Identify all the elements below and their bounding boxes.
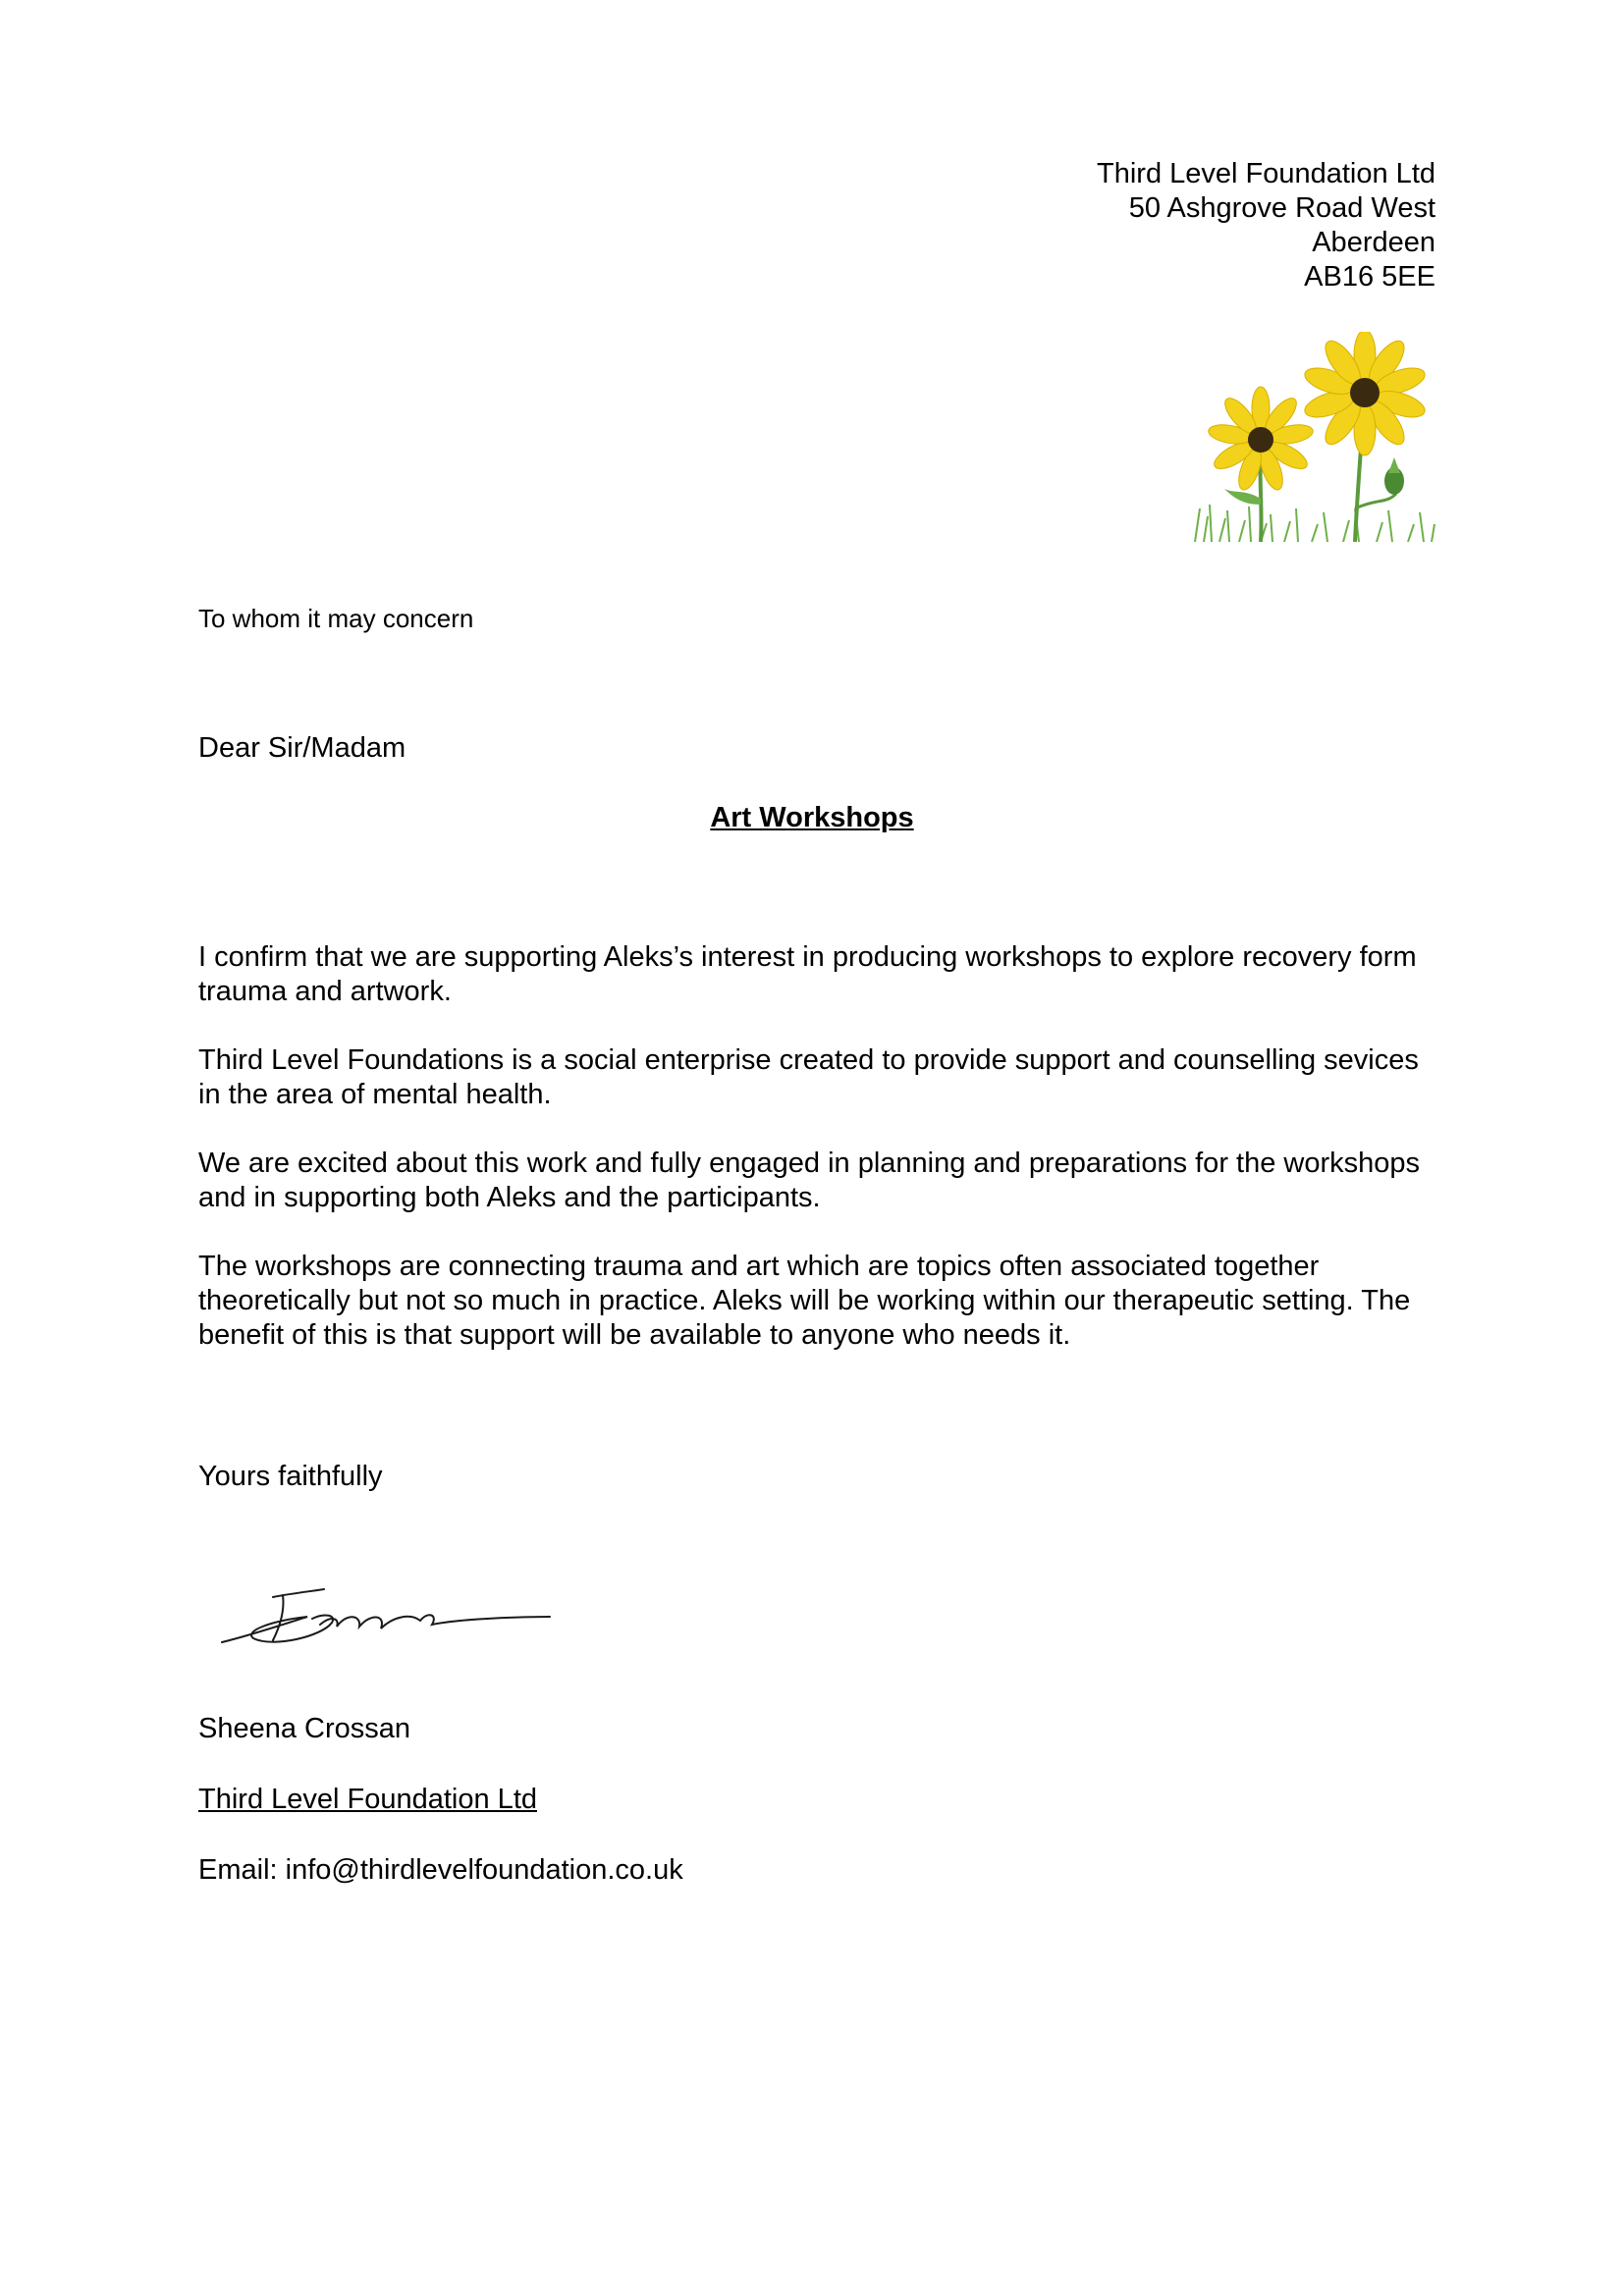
sender-name: Third Level Foundation Ltd — [1097, 158, 1435, 189]
contact-email: Email: info@thirdlevelfoundation.co.uk — [198, 1854, 683, 1886]
sender-postcode: AB16 5EE — [1304, 261, 1435, 293]
recipient-line: To whom it may concern — [198, 604, 474, 633]
organisation-name: Third Level Foundation Ltd — [198, 1784, 537, 1815]
closing: Yours faithfully — [198, 1461, 383, 1492]
body-paragraph: We are excited about this work and fully engaged in planning and preparations for the workshops and in supporting both Aleks and the participants. — [198, 1148, 1421, 1213]
sender-city: Aberdeen — [1312, 227, 1435, 258]
salutation: Dear Sir/Madam — [198, 732, 406, 764]
body-paragraph: Third Level Foundations is a social enterprise created to provide support and counselling sevices in the area of mental health. — [198, 1044, 1419, 1110]
sunflower-large-icon — [1302, 332, 1429, 455]
letter-body — [198, 940, 1445, 1387]
body-paragraph: The workshops are connecting trauma and art which are topics often associated together theoretically but not so much in practice. Aleks will be working within our therapeutic setting. The benefit of this is that support will be available to anyone who needs it. — [198, 1251, 1411, 1351]
sender-address-line: 50 Ashgrove Road West — [1128, 192, 1435, 224]
signature-icon — [214, 1575, 553, 1654]
subject-heading: Art Workshops — [710, 802, 914, 833]
body-paragraph: I confirm that we are supporting Aleks’s interest in producing workshops to explore recovery form trauma and artwork. — [198, 941, 1417, 1007]
sender-address — [1097, 157, 1435, 294]
grass-icon — [1195, 505, 1435, 542]
sunflower-logo — [1190, 332, 1435, 542]
signatory-name: Sheena Crossan — [198, 1713, 411, 1744]
